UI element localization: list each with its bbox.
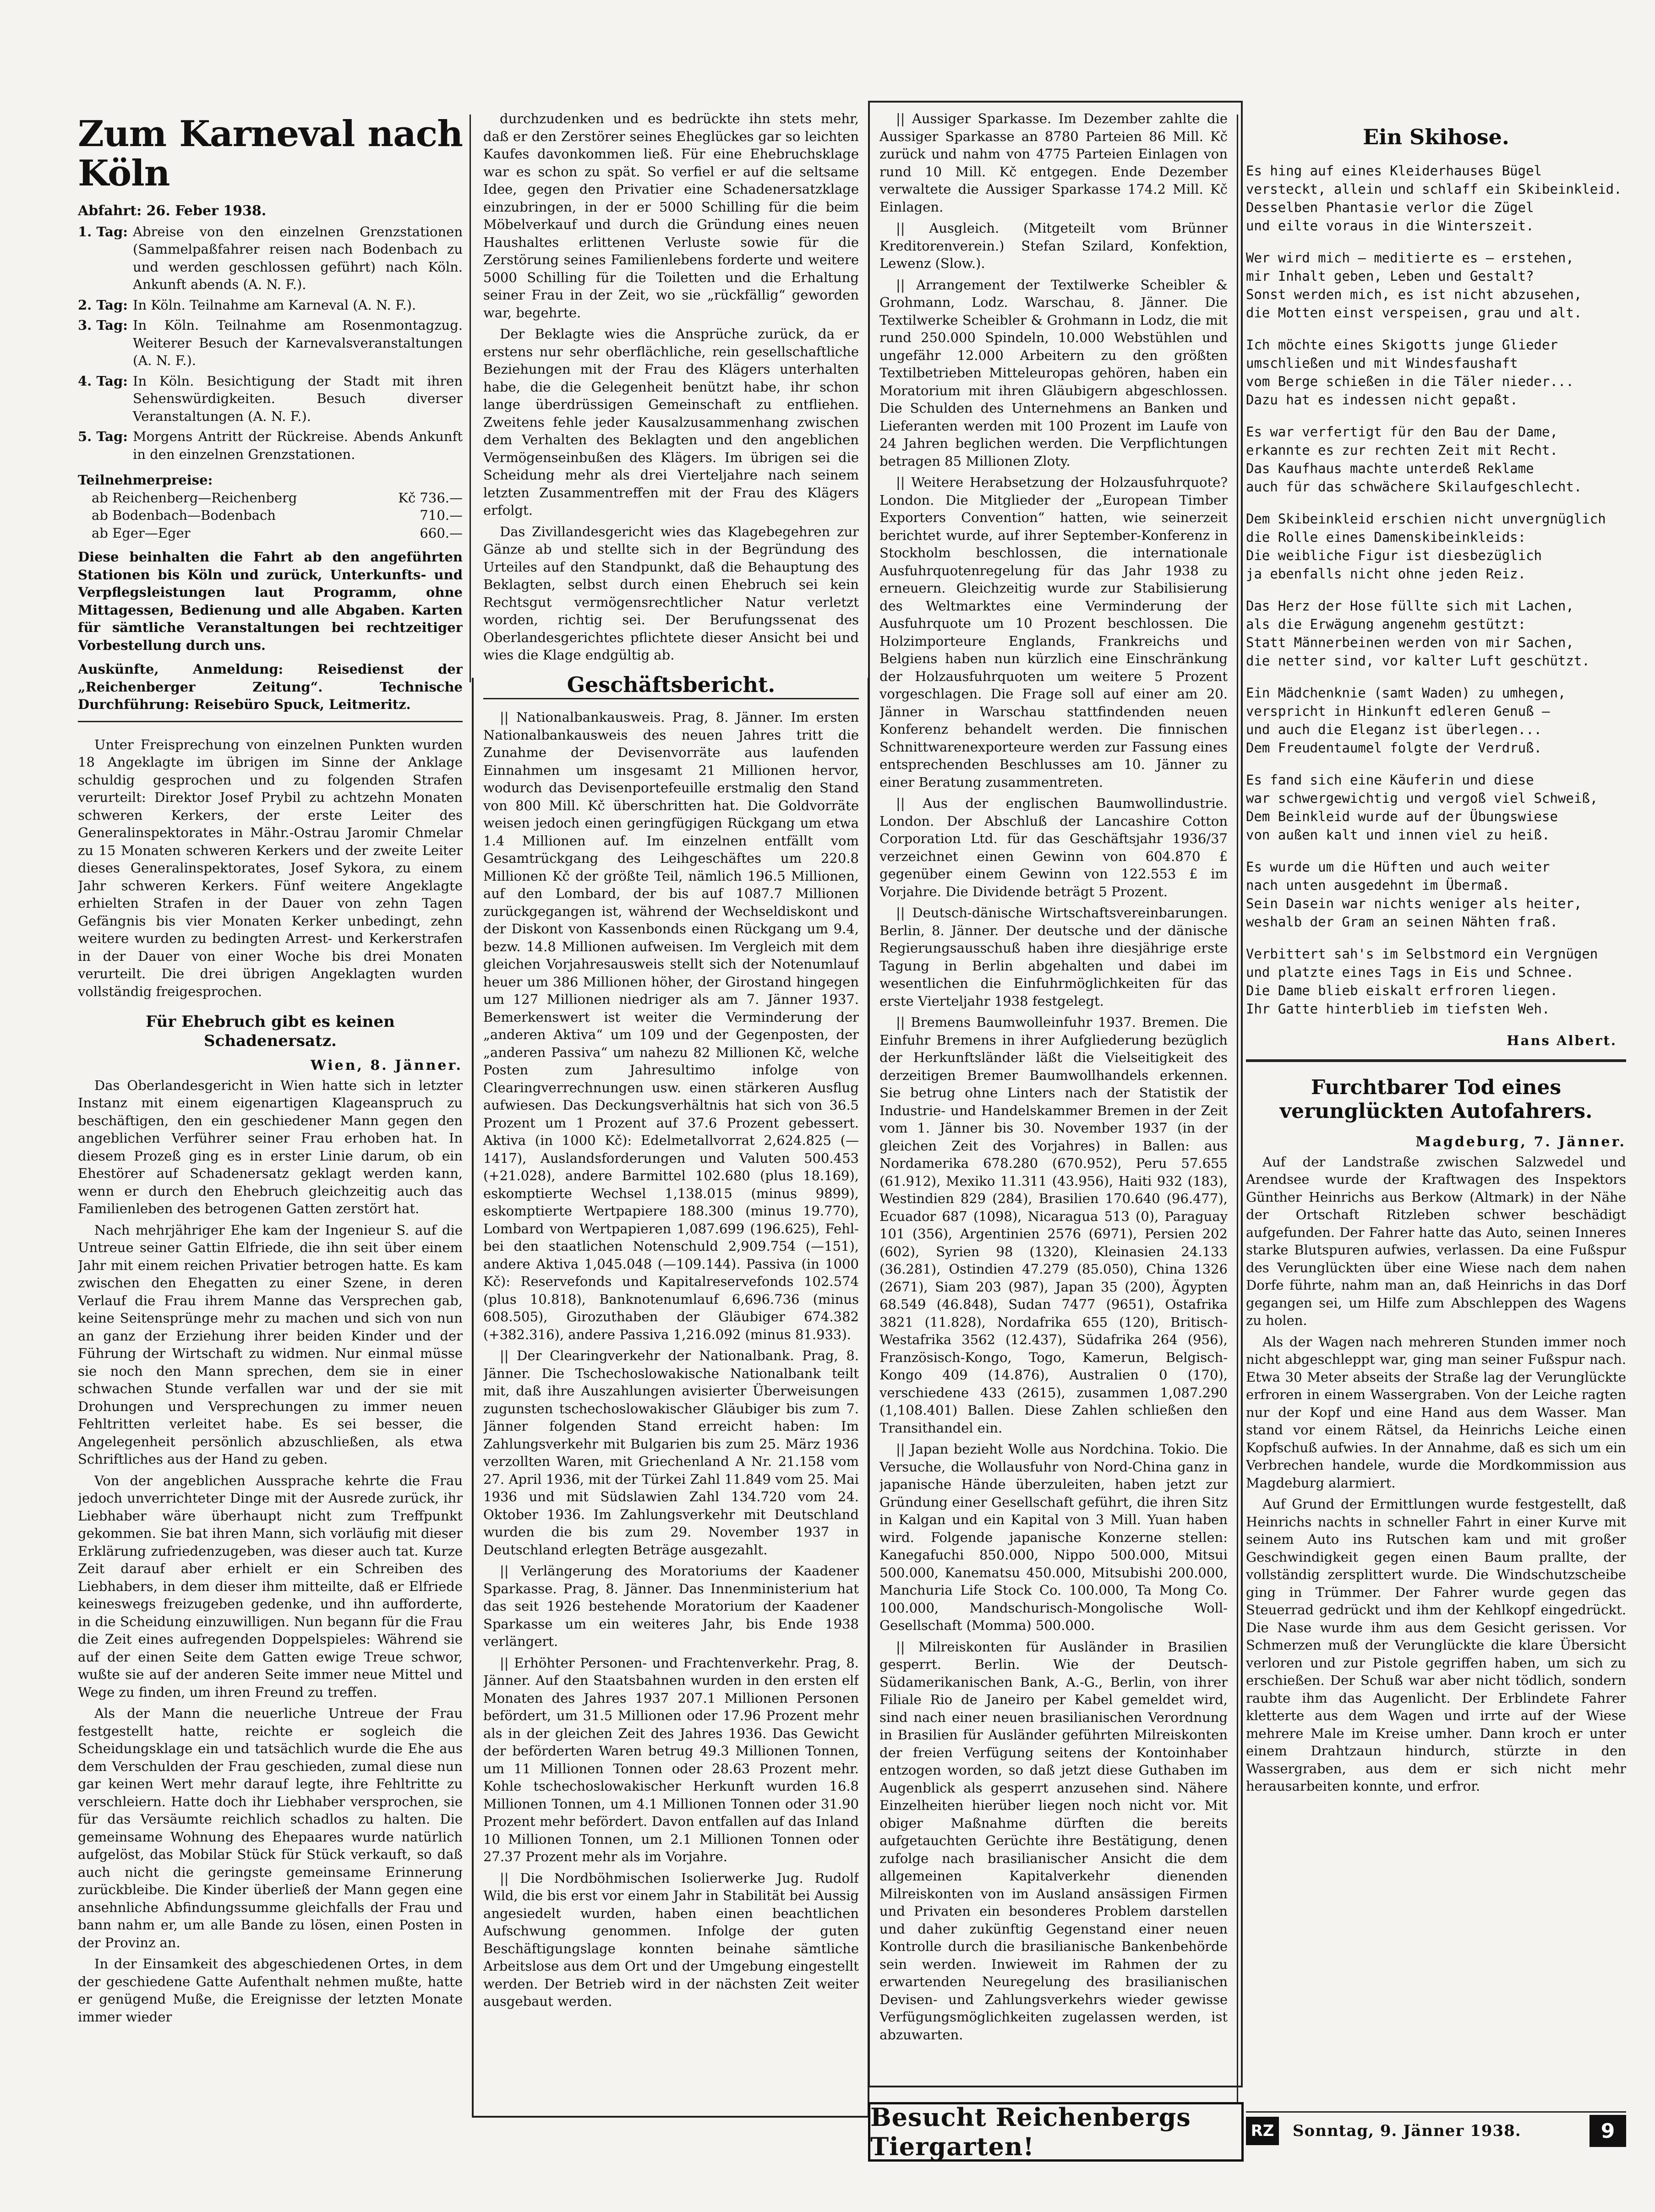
article-paragraph: Nach mehrjähriger Ehe kam der Ingenieur S. auf die Untreue seiner Gattin Elfriede, die ihn seit über einem Jahr mit einem reichen Privatier betrogen hatte. Es kam zwischen den Ehegatten zu einer Szene, in deren Verlauf die Frau ihrem Manne das Versprechen gab, keine Seitensprünge mehr zu machen und sich von nun an ganz der Erziehung ihrer beiden Kinder und der Führung der Wirtschaft zu widmen. Nur einmal müsse sie noch den Mann sprechen, dem sie in einer schwachen Stunde verfallen war und der sie mit Drohungen und Versprechungen zu immer neuen Fehltritten verleitet habe. Es sei besser, die Angelegenheit persönlich abzuschließen, als etwa Schriftliches aus der Hand zu geben. (78, 1222, 463, 1467)
poem-line: erkannte es zur rechten Zeit mit Recht. (1246, 442, 1558, 458)
business-report-continuation (879, 110, 1228, 2043)
business-item: || Ausgleich. (Mitgeteilt vom Brünner Kreditorenverein.) Stefan Szilard, Konfektion, Lewenz (Slow.). (879, 220, 1228, 271)
poem-line: auch für das schwächere Skilaufgeschlecht. (1246, 479, 1582, 495)
adultery-headline: Für Ehebruch gibt es keinen Schadenersatz. (146, 1013, 395, 1050)
carnival-headline: Zum Karneval nach Köln (78, 113, 463, 194)
poem-line: Es fand sich eine Käuferin und diese (1246, 772, 1534, 788)
schedule-day: 2. Tag: (78, 297, 128, 313)
schedule-item (78, 372, 463, 425)
article-paragraph: Auf Grund der Ermittlungen wurde festgestellt, daß Heinrichs nachts in schneller Fahrt in einer Kurve mit seinem Auto ins Rutschen kam und mit großer Geschwindigkeit gegen einen Baum prallte, der vollständig zersplittert wurde. Die Windschutzscheibe ging in Trümmer. Der Fahrer wurde gegen das Steuerrad gedrückt und ihm der Kehlkopf eingedrückt. Die Nase wurde ihm aus dem Gesicht gerissen. Vor Schmerzen muß der Verunglückte die klare Übersicht verloren und zur Pistole gegriffen haben, um sich zu erschießen. Der Schuß war aber nicht tödlich, sondern raubte ihm das Augenlicht. Der Erblindete Fahrer kletterte aus dem Wagen und irrte auf der Wiese mehrere Male im Kreise umher. Dann kroch er unter einem Drahtzaun hindurch, stürzte in den Wassergraben, aus dem er sich nicht mehr herausarbeiten konnte, und erfror. (1246, 1496, 1626, 1794)
poem-line: Es wurde um die Hüften und auch weiter (1246, 859, 1550, 875)
column-4 (1246, 110, 1626, 2148)
poem-line: Desselben Phantasie verlor die Zügel (1246, 199, 1534, 215)
poem-body (1246, 162, 1626, 1018)
booking-info: Auskünfte, Anmeldung: Reisedienst der „Reichenberger Zeitung“. Technische Durchführung: Reisebüro Spuck, Leitmeritz. (78, 660, 463, 722)
business-item: || Japan bezieht Wolle aus Nordchina. Tokio. Die Versuche, die Wollausfuhr von Nord-China ganz in japanische Hände überzuleiten, haben jetzt zur Gründung einer Gesellschaft geführt, die ihren Sitz in Kalgan und ein Kapital von 3 Mill. Yuan haben wird. Folgende japanische Konzerne stellen: Kanegafuchi 850.000, Nippo 500.000, Mitsui 500.000, Kanematsu 450.000, Mitsubishi 200.000, Manchuria Life Stock Co. 100.000, Ta Mong Co. 100.000, Mandschurisch-Mongolische Woll-Gesellschaft (Momma) 500.000. (879, 1441, 1228, 1633)
poem-line: Verbittert sah's im Selbstmord ein Vergnügen (1246, 946, 1598, 962)
poem-line: Ich möchte eines Skigotts junge Glieder (1246, 337, 1558, 353)
price-value: Kč 736.— (398, 490, 463, 506)
poem-line: und auch die Eleganz ist überlegen... (1246, 721, 1542, 737)
business-item: || Nationalbankausweis. Prag, 8. Jänner. Im ersten Nationalbankausweis des neuen Jahres tritt die Zunahme der Devisenvorräte aus laufenden Einnahmen um insgesamt 21 Millionen hervor, wodurch das Devisenportefeuille erstmalig den Stand von 800 Mill. Kč überschritten hat. Die Goldvorräte weisen jedoch einen geringfügigen Rückgang um etwa 1.4 Millionen auf. Im einzelnen entfällt vom Gesamtrückgang des Leihgeschäftes um 220.8 Millionen Kč der größte Teil, nämlich 196.5 Millionen, auf den Lombard, der bis auf 1087.7 Millionen zurückgegangen ist, während der Wechseldiskont und der Diskont von Kassenbonds einen Rückgang um 9.4, bezw. 14.8 Millionen aufweisen. Im Vergleich mit dem gleichen Vorjahresausweis stellt sich der Notenumlauf heuer um 386 Millionen höher, der Girostand hingegen um 127 Millionen niedriger als am 7. Jänner 1937. Bemerkenswert ist weiter die Verminderung der „anderen Aktiva“ um 109 und der Gegenposten, der „anderen Passiva“ um nahezu 82 Millionen Kč, welche Posten zum Jahresultimo infolge von Clearingverrechnungen usw. einen stärkeren Ausflug aufwiesen. Das Deckungsverhältnis hat sich von 36.5 Prozent um 1 Prozent auf 37.6 Prozent gebessert. Aktiva (in 1000 Kč): Edelmetallvorrat 2,624.825 (—1417), Auslandsforderungen und Valuten 500.453 (+21.028), andere Barmittel 102.680 (plus 18.169), eskomptierte Wechsel 1,138.015 (minus 9899), eskomptierte Wertpapiere 188.300 (minus 19.770), Lombard von Wertpapieren 1,087.699 (196.625), Fehl- bei den staatlichen Notenschuld 2,909.754 (—151), andere Aktiva 1,045.048 (—109.144). Passiva (in 1000 Kč): Reservefonds und Kapitalreservefonds 102.574 (plus 10.818), Banknotenumlauf 6,696.736 (minus 608.505), Girozuthaben der Gläubiger 674.382 (+382.316), andere Passiva 1,216.092 (minus 81.933). (483, 709, 859, 1342)
article-paragraph: Das Zivillandesgericht wies das Klagebegehren zur Gänze ab und stellte sich in der Begründung des Urteiles auf den Standpunkt, daß die Behauptung des Beklagten, selbst durch einen Ehebruch sei kein Rechtsgut vermögensrechtlicher Natur verletzt worden, richtig sei. Der Berufungssenat des Oberlandesgerichtes pflichtete dieser Ansicht bei und wies die Klage endgültig ab. (483, 523, 859, 663)
price-row (78, 489, 463, 507)
page-number: 9 (1589, 2115, 1626, 2147)
accident-headline: Furchtbarer Tod eines verunglückten Autofahrers. (1279, 1076, 1593, 1123)
poem-line: Es hing auf eines Kleiderhauses Bügel (1246, 163, 1542, 179)
poem-line: Dem Skibeinkleid erschien nicht unvergnüglich (1246, 511, 1606, 527)
newspaper-page (32, 82, 1626, 2171)
poem-line: Dazu hat es indessen nicht gepaßt. (1246, 392, 1518, 408)
poem-line: vom Berge schießen in die Täler nieder... (1246, 373, 1574, 389)
business-item: || Die Nordböhmischen Isolierwerke Jug. Rudolf Wild, die bis erst vor einem Jahr in Stabilität bei Aussig angesiedelt wurden, haben einen beachtlichen Aufschwung genommen. Infolge der guten Beschäftigungslage konnten beinahe sämtliche Arbeitslose aus dem Ort und der Umgebung eingestellt werden. Der Betrieb wird in der nächsten Zeit weiter ausgebaut werden. (483, 1870, 859, 2009)
page-footer (1246, 2111, 1626, 2149)
schedule-day: 4. Tag: (78, 373, 128, 389)
accident-dateline: Magdeburg, 7. Jänner. (1415, 1134, 1626, 1150)
price-list (78, 489, 463, 542)
adultery-continuation (483, 110, 859, 664)
issue-date: Sonntag, 9. Jänner 1938. (1293, 2122, 1521, 2140)
poem-line: Wer wird mich — meditierte es — erstehen, (1246, 250, 1574, 266)
poem-line: mir Inhalt geben, Leben und Gestalt? (1246, 268, 1534, 284)
adultery-dateline: Wien, 8. Jänner. (311, 1057, 463, 1073)
poem-stanza (1246, 684, 1626, 757)
verdict-paragraph: Unter Freisprechung von einzelnen Punkten wurden 18 Angeklagte im übrigen im Sinne der Anklage schuldig gesprochen und zu folgenden Strafen verurteilt: Direktor Josef Prybil zu achtzehn Monaten schweren Kerkers, der erste Leiter des Generalinspektorates in Mähr.-Ostrau Jaromir Chmelar zu 15 Monaten schweren Kerkers und der zweite Leiter dieses Generalinspektorates, Josef Sykora, zu einem Jahr schweren Kerkers. Fünf weitere Angeklagte erhielten Strafen in der Dauer von zehn Tagen Gefängnis bis vier Monaten Kerker unbedingt, zehn weitere wurden zu bedingten Arrest- und Kerkerstrafen in der Dauer von einer Woche bis drei Monaten verurteilt. Die drei übrigen Angeklagten wurden vollständig freigesprochen. (78, 736, 463, 999)
poem-line: die netter sind, vor kalter Luft geschützt. (1246, 653, 1590, 669)
poem-signature: Hans Albert. (1507, 1032, 1617, 1048)
article-paragraph: In der Einsamkeit des abgeschiedenen Ortes, in dem der geschiedene Gatte Aufenthalt nehmen mußte, hatte er genügend Muße, die Ereignisse der letzten Monate immer wieder (78, 1956, 463, 2025)
schedule-text: In Köln. Besichtigung der Stadt mit ihren Sehenswürdigkeiten. Besuch diverser Veranstaltungen (A. N. F.). (133, 373, 463, 424)
poem-stanza (1246, 771, 1626, 844)
poem-stanza (1246, 858, 1626, 931)
business-item: || Erhöhter Personen- und Frachtenverkehr. Prag, 8. Jänner. Auf den Staatsbahnen wurden in den ersten elf Monaten des Jahres 1937 207.1 Millionen Personen befördert, um 31.5 Millionen oder 17.96 Prozent mehr als in der gleichen Zeit des Jahres 1936. Das Gewicht der beförderten Waren betrug 49.3 Millionen Tonnen, um 11 Millionen Tonnen oder 28.63 Prozent mehr. Kohle tschechoslowakischer Herkunft wurden 16.8 Millionen Tonnen, um 4.1 Millionen Tonnen oder 31.90 Prozent mehr befördert. Davon entfallen auf das Inland 10 Millionen Tonnen, um 2.1 Millionen Tonnen oder 27.37 Prozent mehr als im Vorjahre. (483, 1655, 859, 1864)
poem-stanza (1246, 423, 1626, 496)
business-item: || Arrangement der Textilwerke Scheibler & Grohmann, Lodz. Warschau, 8. Jänner. Die Textilwerke Scheibler & Grohmann in Lodz, die mit rund 250.000 Spindeln, 10.000 Webstühlen und ungefähr 12.000 Arbeitern zu den größten Textilbetrieben Mitteleuropas gehören, haben ein Moratorium mit ihren Gläubigern abgeschlossen. Die Schulden des Unternehmens an Banken und Lieferanten werden mit 100 Prozent im Laufe von 24 Jahren beglichen werden. Die Verpflichtungen betragen 85 Millionen Zloty. (879, 277, 1228, 469)
business-item: || Aus der englischen Baumwollindustrie. London. Der Abschluß der Lancashire Cotton Corporation Ltd. für das Geschäftsjahr 1936/37 verzeichnet einen Gewinn von 604.870 £ gegenüber einem Gewinn von 122.553 £ im Vorjahre. Die Dividende beträgt 5 Prozent. (879, 795, 1228, 899)
section-divider (1246, 1059, 1626, 1062)
poem-line: Dem Freudentaumel folgte der Verdruß. (1246, 740, 1542, 756)
price-row (78, 524, 463, 542)
poem-line: ja ebenfalls nicht ohne jeden Reiz. (1246, 566, 1526, 582)
business-item: || Milreiskonten für Ausländer in Brasilien gesperrt. Berlin. Wie der Deutsch-Südamerikanischen Bank, A.-G., Berlin, von ihrer Filiale Rio de Janeiro per Kabel gemeldet wird, sind nach einer neuen brasilianischen Verordnung in Brasilien für Ausländer geführten Milreiskonten der freien Verfügung seitens der Kontoinhaber entzogen worden, so daß jetzt diese Guthaben im Augenblick als gesperrt anzusehen sind. Nähere Einzelheiten hierüber liegen noch nicht vor. Mit obiger Maßnahme dürften die bereits aufgetauchten Gerüchte ihre Bestätigung, denen zufolge nach brasilianischer Ansicht die dem allgemeinen Kapitalverkehr dienenden Milreiskonten von im Ausland ansässigen Firmen und Privaten ein besonderes Problem darstellen und daher zukünftig Gegenstand einer neuen Kontrolle durch die brasilianische Bankenbehörde sein werden. Inwieweit im Rahmen der zu erwartenden Neuregelung des brasilianischen Devisen- und Zahlungsverkehrs wieder gewisse Verfügungsmöglichkeiten zugelassen werden, ist abzuwarten. (879, 1639, 1228, 2043)
poem-line: die Motten einst verspeisen, grau und alt. (1246, 305, 1582, 321)
prices-note: Diese beinhalten die Fahrt ab den angeführten Stationen bis Köln und zurück, Unterkunfts- und Verpflegsleistungen laut Programm, ohne Mittagessen, Bedienung und alle Abgaben. Karten für sämtliche Veranstaltungen bei rechtzeitiger Vorbestellung durch uns. (78, 549, 463, 653)
schedule-day: 3. Tag: (78, 317, 128, 333)
poem-line: Ein Mädchenknie (samt Waden) zu umhegen, (1246, 685, 1566, 701)
schedule-text: Morgens Antritt der Rückreise. Abends Ankunft in den einzelnen Grenzstationen. (133, 429, 463, 462)
business-item: || Der Clearingverkehr der Nationalbank. Prag, 8. Jänner. Die Tschechoslowakische Nationalbank teilt mit, daß ihre Auszahlungen avisierter Überweisungen zugunsten tschechoslowakischer Gläubiger bis zum 7. Jänner folgenden Stand erreicht haben: Im Zahlungsverkehr mit Bulgarien bis zum 25. März 1936 verzollten Waren, mit Griechenland A Nr. 21.158 vom 27. April 1936, mit der Türkei Zahl 11.849 vom 25. Mai 1936 und mit Südslawien Zahl 134.720 vom 24. Oktober 1936. Im Zahlungsverkehr mit Deutschland wurden die bis zum 29. November 1937 in Deutschland erlegten Beträge ausgezahlt. (483, 1348, 859, 1558)
poem-line: umschließen und mit Windesfaushaft (1246, 355, 1518, 371)
column-3 (879, 110, 1228, 2102)
schedule-day: 5. Tag: (78, 429, 128, 444)
schedule-item (78, 428, 463, 463)
column-rule (1237, 114, 1238, 2107)
column-1 (78, 110, 463, 2148)
poem-line: von außen kalt und innen viel zu heiß. (1246, 827, 1550, 843)
price-route: ab Reichenberg—Reichenberg (92, 490, 297, 506)
poem-stanza (1246, 945, 1626, 1018)
poem-line: Sonst werden mich, es ist nicht abzusehen, (1246, 286, 1582, 302)
price-value: 660.— (420, 525, 463, 541)
article-paragraph: Als der Mann die neuerliche Untreue der Frau festgestellt hatte, reichte er sogleich die Scheidungsklage ein und tatsächlich wurde die Ehe aus dem Verschulden der Frau geschieden, zumal diese nun gar keinen Wert mehr darauf legte, ihre Fehltritte zu verschleiern. Hatte doch ihr Liebhaber versprochen, sie für das Versäumte reichlich schadlos zu halten. Die gemeinsame Wohnung des Ehepaares wurde natürlich aufgelöst, das Mobilar Stück für Stück verkauft, so daß auch nicht die geringste gemeinsame Erinnerung zurückbleibe. Die Kinder überließ der Mann gegen eine ansehnliche Abfindungssumme gleichfalls der Frau und bann nahm er, um alle Bande zu lösen, einen Posten in der Provinz an. (78, 1705, 463, 1950)
poem-line: Das Kaufhaus machte unterdeß Reklame (1246, 460, 1534, 476)
business-item: || Verlängerung des Moratoriums der Kaadener Sparkasse. Prag, 8. Jänner. Das Innenministerium hat das seit 1926 bestehende Moratorium der Kaadener Sparkasse um ein weiteres Jahr, bis Ende 1938 verlängert. (483, 1563, 859, 1649)
business-item: || Bremens Baumwolleinfuhr 1937. Bremen. Die Einfuhr Bremens in ihrer Aufgliederung bezüglich der Herkunftsländer läßt die Vielseitigkeit des derzeitigen Bremer Baumwollhandels erkennen. Sie betrug ohne Linters nach der Statistik der Industrie- und Handelskammer Bremen in der Zeit vom 1. Jänner bis 30. November 1937 (in der gleichen Zeit des Vorjahres) in Ballen: aus Nordamerika 678.280 (670.952), Peru 57.655 (61.912), Mexiko 11.311 (43.956), Haiti 932 (183), Westindien 829 (284), Brasilien 170.640 (96.477), Ecuador 687 (1098), Nicaragua 513 (0), Paraguay 101 (356), Argentinien 2576 (6971), Persien 202 (602), Syrien 98 (1320), Kleinasien 24.133 (36.281), Ostindien 47.279 (85.050), China 1326 (2671), Siam 203 (987), Japan 35 (200), Ägypten 68.549 (46.848), Sudan 7477 (9651), Ostafrika 3821 (11.828), Nordafrika 655 (120), Britisch-Westafrika 3562 (12.437), Südafrika 264 (956), Französisch-Kongo, Togo, Kamerun, Belgisch-Kongo 409 (14.876), Australien 0 (170), verschiedene 433 (2615), zusammen 1,087.290 (1,108.401) Ballen. Diese Zahlen schließen den Transithandel ein. (879, 1014, 1228, 1436)
poem-line: Dem Beinkleid wurde auf der Übungswiese (1246, 808, 1558, 824)
carnival-departure: Abfahrt: 26. Feber 1938. (78, 203, 267, 219)
newspaper-logo: RZ (1246, 2117, 1279, 2145)
poem-line: weshalb der Gram an seinen Nähten fraß. (1246, 914, 1558, 930)
schedule-item (78, 223, 463, 294)
schedule-text: Abreise von den einzelnen Grenzstationen (Sammelpaßfahrer reisen nach Bodenbach zu und werden geschlossen geführt) nach Köln. Ankunft abends (A. N. F.). (133, 223, 463, 292)
business-item: || Deutsch-dänische Wirtschaftsvereinbarungen. Berlin, 8. Jänner. Der deutsche und der dänische Regierungsausschuß haben ihre diesjährige erste Tagung in Berlin abgehalten und dabei im wesentlichen die Einfuhrmöglichkeiten für das erste Vierteljahr 1938 festgelegt. (879, 905, 1228, 1009)
article-paragraph: durchzudenken und es bedrückte ihn stets mehr, daß er den Zerstörer seines Eheglückes gar so leichten Kaufes davonkommen ließ. Für eine Ehebruchsklage war es schon zu spät. So verfiel er auf die seltsame Idee, gegen den Privatier eine Schadenersatzklage einzubringen, in der er 5000 Schilling für die beim Möbelverkauf und durch die Gründung eines neuen Haushaltes erlittenen Verluste sowie für die Zerstörung seines Familienlebens forderte und weitere 5000 Schilling für die Toiletten und die Erhaltung seiner Frau in der Zeit, wo sie „rückfällig“ geworden war, begehrte. (483, 111, 859, 321)
business-item: || Weitere Herabsetzung der Holzausfuhrquote? London. Die Mitglieder der „European Timber Exporters Convention“ hatten, wie seinerzeit berichtet wurde, auf ihrer September-Konferenz in Stockholm beschlossen, die internationale Ausfuhrquotenregelung für das Jahr 1938 zu erneuern. Gleichzeitig wurde zur Stabilisierung des Weltmarktes eine Verminderung der Ausfuhrquote um 10 Prozent beschlossen. Die Holzimporteure Englands, Frankreichs und Belgiens haben nun kürzlich eine Einschränkung der Holzausfuhrquoten um weitere 5 Prozent vorgeschlagen. Die Frage soll auf einer am 20. Jänner in Warschau stattfindenden neuen Konferenz behandelt werden. Die finnischen Schnittwarenexporteure werden zur Fassung eines entsprechenden Beschlusses am 10. Jänner zu einer Beratung zusammentreten. (879, 474, 1228, 790)
article-paragraph: Von der angeblichen Aussprache kehrte die Frau jedoch unverrichteter Dinge mit der Ausrede zurück, ihr Liebhaber wäre überhaupt nicht zum Treffpunkt gekommen. Sie bat ihren Mann, sich vorläufig mit dieser Erklärung zufriedenzugeben, was dieser auch tat. Kurze Zeit darauf aber erhielt er ein Schreiben des Liebhabers, in dem dieser ihm mitteilte, daß er Elfriede keineswegs freizugeben gedenke, und ihn aufforderte, in die Scheidung einzuwilligen. Nun begann für die Frau die Zeit eines aufregenden Doppelspieles: Während sie auf der einen Seite dem Gatten ewige Treue schwor, wußte sie auf der anderen Seite immer neue Mittel und Wege zu finden, um ihren Freund zu treffen. (78, 1472, 463, 1700)
poem-line: verspricht in Hinkunft edleren Genuß — (1246, 703, 1550, 719)
column-rule (470, 114, 471, 682)
poem-line: versteckt, allein und schlaff ein Skibeinkleid. (1246, 181, 1622, 197)
article-paragraph: Als der Wagen nach mehreren Stunden immer noch nicht abgeschleppt war, ging man seiner Fußspur nach. Etwa 30 Meter abseits der Straße lag der Verunglückte erfroren in einem Wassergraben. Von der Leiche ragten nur der Kopf und eine Hand aus dem Wasser. Man stand vor einem Rätsel, da Heinrichs Leiche einen Kopfschuß aufwies. In der Annahme, daß es sich um ein Verbrechen handele, wurde die Mordkommission aus Magdeburg alarmiert. (1246, 1334, 1626, 1491)
adultery-body (78, 1077, 463, 2026)
business-report-title: Geschäftsbericht. (483, 676, 859, 700)
price-route: ab Bodenbach—Bodenbach (92, 507, 276, 523)
schedule-text: In Köln. Teilnahme am Karneval (A. N. F.). (133, 297, 416, 313)
poem-stanza (1246, 249, 1626, 322)
zoo-advertisement: Besucht Reichenbergs Tiergarten! (868, 2102, 1244, 2162)
article-paragraph: Auf der Landstraße zwischen Salzwedel und Arendsee wurde der Kraftwagen des Inspektors Günther Heinrichs aus Berkow (Altmark) in der Nähe der Ortschaft Ritzleben schwer beschädigt aufgefunden. Der Fahrer hatte das Auto, seinen Inneres starke Blutspuren aufwies, verlassen. Da eine Fußspur des Verunglückten über eine Wiese nach dem nahen Dorfe führte, nahm man an, daß Heinrichs in das Dorf gegangen sei, um Hilfe zum Abschleppen des Wagens zu holen. (1246, 1154, 1626, 1328)
price-row (78, 507, 463, 524)
poem-line: Es war verfertigt für den Bau der Dame, (1246, 424, 1558, 440)
price-value: 710.— (420, 507, 463, 523)
poem-line: Sein Dasein war nichts weniger als heiter, (1246, 895, 1582, 911)
poem-stanza (1246, 162, 1626, 235)
poem-line: die Rolle eines Damenskibeinkleids: (1246, 529, 1526, 545)
business-report-body (483, 708, 859, 2010)
poem-line: als die Erwägung angenehm gestützt: (1246, 616, 1526, 632)
poem-stanza (1246, 510, 1626, 583)
poem-line: Ihr Gatte hinterblieb im tiefsten Weh. (1246, 1001, 1550, 1017)
article-paragraph: Das Oberlandesgericht in Wien hatte sich in letzter Instanz mit einem eigenartigen Klageanspruch zu beschäftigen, den ein geschiedener Mann gegen den angeblichen Verführer seiner Frau erhoben hat. In diesem Prozeß ging es in erster Linie darum, ob ein Ehestörer auf Schadenersatz geklagt werden kann, wenn er durch den Ehebruch gleichzeitig auch das Familienleben des betrogenen Gatten zerstört hat. (78, 1077, 463, 1216)
poem-line: nach unten ausgedehnt im Übermaß. (1246, 877, 1510, 893)
poem-stanza (1246, 597, 1626, 670)
schedule-item (78, 316, 463, 370)
poem-title: Ein Skihose. (1363, 125, 1509, 149)
poem-line: und eilte voraus in die Winterszeit. (1246, 218, 1534, 234)
article-paragraph: Der Beklagte wies die Ansprüche zurück, da er erstens nur sehr oberflächliche, rein gesellschaftliche Beziehungen mit der Frau des Klägers unterhalten habe, die die Gelegenheit benützt habe, ihr schon lange überdrüssigen Gemeinschaft zu entfliehen. Zweitens fehle jeder Kausalzusammenhang zwischen dem Verhalten des Beklagten und den angeblichen Vermögenseinbußen des Klägers. Im übrigen sei die Scheidung mehr als drei Vierteljahre nach seinem letzten Zusammentreffen mit der Frau des Klägers erfolgt. (483, 326, 859, 518)
price-route: ab Eger—Eger (92, 525, 191, 541)
poem-line: und platzte eines Tags in Eis und Schnee. (1246, 964, 1574, 980)
accident-body (1246, 1153, 1626, 1795)
prices-label: Teilnehmerpreise: (78, 472, 213, 488)
column-2 (483, 110, 859, 2148)
poem-line: Statt Männerbeinen werden von mir Sachen, (1246, 634, 1574, 650)
poem-line: war schwergewichtig und vergoß viel Schweiß, (1246, 790, 1598, 806)
schedule-day: 1. Tag: (78, 223, 128, 240)
schedule-item (78, 296, 463, 314)
poem-line: Die Dame blieb eiskalt erfroren liegen. (1246, 982, 1558, 998)
business-item: || Aussiger Sparkasse. Im Dezember zahlte die Aussiger Sparkasse an 8780 Parteien 86 Mill. Kč zurück und nahm von 4775 Parteien Einlagen von rund 10 Mill. Kč entgegen. Ende Dezember verwaltete die Aussiger Sparkasse 174.2 Mill. Kč Einlagen. (879, 111, 1228, 215)
poem-stanza (1246, 336, 1626, 409)
poem-line: Das Herz der Hose füllte sich mit Lachen, (1246, 598, 1574, 614)
poem-line: Die weibliche Figur ist diesbezüglich (1246, 547, 1542, 563)
carnival-schedule (78, 223, 463, 463)
schedule-text: In Köln. Teilnahme am Rosenmontagzug. Weiterer Besuch der Karnevalsveranstaltungen (A. N. F.). (133, 317, 463, 368)
